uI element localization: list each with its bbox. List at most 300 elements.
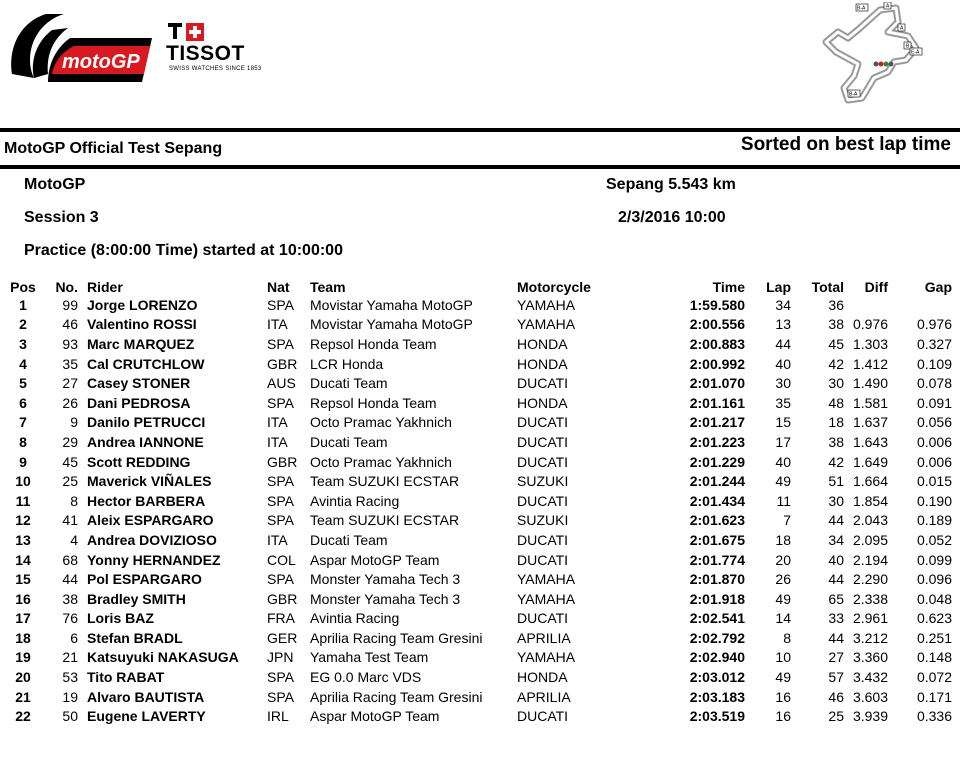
cell-gap: 0.015 — [916, 473, 952, 490]
table-row — [0, 609, 960, 629]
cell-team: Avintia Racing — [310, 492, 400, 509]
table-row — [0, 550, 960, 570]
cell-gap: 0.251 — [916, 629, 952, 646]
cell-pos: 12 — [15, 512, 31, 529]
cell-nationality: GBR — [267, 590, 298, 607]
cell-total: 65 — [828, 590, 844, 607]
cell-motorcycle: SUZUKI — [517, 473, 569, 490]
cell-time: 2:03.519 — [689, 708, 745, 725]
cell-nationality: ITA — [267, 316, 288, 333]
cell-motorcycle: DUCATI — [517, 375, 569, 392]
cell-rider: Eugene LAVERTY — [87, 708, 206, 725]
cell-time: 1:59.580 — [689, 296, 745, 313]
cell-pos: 6 — [19, 394, 27, 411]
cell-motorcycle: DUCATI — [517, 610, 569, 627]
table-row — [0, 706, 960, 726]
cell-gap — [896, 295, 960, 315]
cell-team: Avintia Racing — [310, 610, 400, 627]
cell-time: 2:02.541 — [689, 610, 745, 627]
cell-motorcycle: YAMAHA — [517, 590, 576, 607]
cell-lap: 34 — [775, 296, 791, 313]
cell-total: 46 — [828, 688, 844, 705]
tissot-name: TISSOT — [166, 42, 245, 65]
cell-lap: 40 — [775, 355, 791, 372]
cell-time: 2:01.161 — [689, 394, 745, 411]
cell-time: 2:01.229 — [689, 453, 745, 470]
table-row — [0, 648, 960, 668]
cell-time: 2:01.870 — [689, 571, 745, 588]
cell-team: Aprilia Racing Team Gresini — [310, 688, 483, 705]
cell-time: 2:03.183 — [689, 688, 745, 705]
cell-number: 41 — [62, 512, 78, 529]
circuit-name: Sepang 5.543 km — [606, 176, 736, 193]
cell-rider: Hector BARBERA — [87, 492, 206, 509]
col-time: Time — [712, 278, 745, 295]
cell-pos: 13 — [15, 531, 31, 548]
cell-motorcycle: DUCATI — [517, 551, 569, 568]
cell-total: 45 — [828, 335, 844, 352]
cell-time: 2:03.012 — [689, 669, 745, 686]
cell-team: Octo Pramac Yakhnich — [310, 414, 452, 431]
cell-gap: 0.048 — [916, 590, 952, 607]
cell-total: 36 — [828, 296, 844, 313]
cell-motorcycle: DUCATI — [517, 708, 569, 725]
table-row — [0, 530, 960, 550]
cell-rider: Bradley SMITH — [87, 590, 186, 607]
cell-time: 2:01.623 — [689, 512, 745, 529]
cell-rider: Stefan BRADL — [87, 629, 183, 646]
table-row — [0, 569, 960, 589]
cell-pos: 4 — [19, 355, 27, 372]
cell-pos: 22 — [15, 708, 31, 725]
cell-gap: 0.078 — [916, 375, 952, 392]
cell-lap: 11 — [776, 492, 791, 509]
cell-pos: 9 — [19, 453, 27, 470]
col-team: Team — [310, 278, 346, 295]
cell-gap: 0.327 — [916, 335, 952, 352]
cell-lap: 49 — [775, 590, 791, 607]
cell-total: 30 — [828, 492, 844, 509]
cell-nationality: COL — [267, 551, 296, 568]
cell-number: 19 — [62, 688, 78, 705]
col-no: No. — [55, 278, 78, 295]
header-rule — [0, 128, 960, 132]
cell-total: 51 — [828, 473, 844, 490]
cell-lap: 7 — [783, 512, 791, 529]
cell-rider: Valentino ROSSI — [87, 316, 197, 333]
cell-lap: 8 — [783, 629, 791, 646]
cell-gap: 0.109 — [916, 355, 952, 372]
table-row — [0, 295, 960, 315]
cell-motorcycle: DUCATI — [517, 433, 569, 450]
cell-diff: 2.961 — [852, 610, 888, 627]
cell-total: 33 — [828, 610, 844, 627]
cell-number: 9 — [70, 414, 78, 431]
cell-time: 2:02.940 — [689, 649, 745, 666]
cell-number: 4 — [70, 531, 78, 548]
cell-time: 2:01.244 — [689, 473, 745, 490]
col-motorcycle: Motorcycle — [517, 278, 591, 295]
table-row — [0, 667, 960, 687]
cell-diff: 3.360 — [852, 649, 888, 666]
cell-motorcycle: DUCATI — [517, 453, 569, 470]
col-pos: Pos — [10, 278, 36, 295]
cell-rider: Yonny HERNANDEZ — [87, 551, 221, 568]
cell-time: 2:01.223 — [689, 433, 745, 450]
cell-number: 27 — [62, 375, 78, 392]
cell-number: 93 — [62, 335, 78, 352]
cell-number: 38 — [62, 590, 78, 607]
cell-gap: 0.190 — [916, 492, 952, 509]
cell-nationality: SPA — [267, 296, 294, 313]
cell-nationality: ITA — [267, 433, 288, 450]
cell-time: 2:01.918 — [689, 590, 745, 607]
cell-diff: 0.976 — [852, 316, 888, 333]
cell-rider: Scott REDDING — [87, 453, 191, 470]
cell-diff: 1.854 — [852, 492, 888, 509]
cell-team: Movistar Yamaha MotoGP — [310, 296, 473, 313]
cell-total: 34 — [828, 531, 844, 548]
col-gap: Gap — [924, 278, 952, 295]
cell-number: 46 — [62, 316, 78, 333]
cell-total: 42 — [828, 355, 844, 372]
cell-motorcycle: APRILIA — [517, 629, 571, 646]
tissot-tagline: SWISS WATCHES SINCE 1853 — [169, 66, 262, 72]
cell-gap: 0.091 — [916, 394, 952, 411]
cell-rider: Andrea IANNONE — [87, 433, 204, 450]
cell-nationality: JPN — [267, 649, 294, 666]
cell-rider: Alvaro BAUTISTA — [87, 688, 205, 705]
cell-gap: 0.623 — [916, 610, 952, 627]
cell-diff: 3.212 — [852, 629, 888, 646]
cell-motorcycle: DUCATI — [517, 531, 569, 548]
col-nat: Nat — [267, 278, 290, 295]
cell-diff: 1.490 — [852, 375, 888, 392]
cell-team: EG 0.0 Marc VDS — [310, 669, 422, 686]
col-total: Total — [811, 278, 844, 295]
cell-diff: 1.303 — [852, 335, 888, 352]
table-row — [0, 334, 960, 354]
cell-diff: 1.664 — [852, 473, 888, 490]
session-date: 2/3/2016 10:00 — [618, 209, 726, 226]
track-label: A — [886, 3, 890, 10]
cell-diff: 3.939 — [852, 708, 888, 725]
cell-rider: Casey STONER — [87, 375, 191, 392]
table-row — [0, 491, 960, 511]
cell-total: 40 — [828, 551, 844, 568]
cell-motorcycle: HONDA — [517, 355, 568, 372]
track-label: A — [900, 25, 904, 32]
cell-number: 21 — [62, 649, 78, 666]
cell-team: Ducati Team — [310, 433, 388, 450]
cell-motorcycle: APRILIA — [517, 688, 571, 705]
cell-nationality: SPA — [267, 571, 294, 588]
cell-number: 26 — [62, 394, 78, 411]
cell-diff: 1.581 — [852, 394, 888, 411]
cell-gap: 0.171 — [916, 688, 952, 705]
cell-diff: 3.432 — [852, 669, 888, 686]
cell-pos: 7 — [19, 414, 27, 431]
cell-motorcycle: YAMAHA — [517, 571, 576, 588]
cell-gap: 0.052 — [916, 531, 952, 548]
cell-motorcycle: YAMAHA — [517, 649, 576, 666]
cell-diff: 2.095 — [852, 531, 888, 548]
cell-gap: 0.189 — [916, 512, 952, 529]
cell-motorcycle: YAMAHA — [517, 316, 576, 333]
table-row — [0, 589, 960, 609]
cell-nationality: SPA — [267, 669, 294, 686]
cell-pos: 8 — [19, 433, 27, 450]
cell-number: 44 — [62, 571, 78, 588]
table-row — [0, 471, 960, 491]
cell-lap: 40 — [775, 453, 791, 470]
cell-lap: 18 — [775, 531, 791, 548]
cell-time: 2:00.883 — [689, 335, 745, 352]
cell-pos: 18 — [15, 629, 31, 646]
cell-gap: 0.056 — [916, 414, 952, 431]
table-row — [0, 315, 960, 335]
cell-rider: Aleix ESPARGARO — [87, 512, 214, 529]
cell-gap: 0.976 — [916, 316, 952, 333]
cell-lap: 30 — [775, 375, 791, 392]
cell-pos: 21 — [15, 688, 31, 705]
cell-gap: 0.099 — [916, 551, 952, 568]
cell-total: 48 — [828, 394, 844, 411]
cell-motorcycle: HONDA — [517, 335, 568, 352]
cell-gap: 0.006 — [916, 433, 952, 450]
cell-pos: 20 — [15, 669, 31, 686]
cell-total: 18 — [828, 414, 844, 431]
table-row — [0, 432, 960, 452]
cell-diff: 3.603 — [852, 688, 888, 705]
table-header — [0, 278, 960, 295]
cell-rider: Tito RABAT — [87, 669, 165, 686]
cell-team: LCR Honda — [310, 355, 384, 372]
cell-lap: 10 — [775, 649, 791, 666]
motogp-logo — [6, 8, 156, 88]
cell-nationality: GBR — [267, 453, 298, 470]
session-name: Session 3 — [24, 209, 99, 226]
cell-total: 30 — [828, 375, 844, 392]
cell-nationality: GER — [267, 629, 298, 646]
cell-team: Team SUZUKI ECSTAR — [310, 473, 460, 490]
cell-motorcycle: HONDA — [517, 394, 568, 411]
cell-number: 45 — [62, 453, 78, 470]
cell-number: 29 — [62, 433, 78, 450]
cell-team: Yamaha Test Team — [310, 649, 429, 666]
cell-time: 2:01.774 — [689, 551, 745, 568]
col-rider: Rider — [87, 278, 123, 295]
cell-total: 38 — [828, 316, 844, 333]
cell-motorcycle: DUCATI — [517, 492, 569, 509]
tissot-cross-icon — [168, 22, 208, 42]
table-row — [0, 413, 960, 433]
cell-team: Monster Yamaha Tech 3 — [310, 590, 461, 607]
cell-pos: 19 — [15, 649, 31, 666]
header-rule — [0, 165, 960, 169]
results-table — [0, 278, 960, 726]
cell-nationality: FRA — [267, 610, 295, 627]
cell-motorcycle: DUCATI — [517, 414, 569, 431]
table-row — [0, 452, 960, 472]
cell-rider: Maverick VIÑALES — [87, 473, 212, 490]
cell-number: 6 — [70, 629, 78, 646]
cell-diff: 1.412 — [852, 355, 888, 372]
cell-nationality: ITA — [267, 414, 288, 431]
cell-rider: Dani PEDROSA — [87, 394, 191, 411]
cell-lap: 15 — [775, 414, 791, 431]
cell-lap: 26 — [775, 571, 791, 588]
cell-nationality: SPA — [267, 512, 294, 529]
track-label: E-A — [911, 49, 920, 56]
cell-nationality: SPA — [267, 335, 294, 352]
cell-rider: Danilo PETRUCCI — [87, 414, 206, 431]
cell-rider: Jorge LORENZO — [87, 296, 198, 313]
col-diff: Diff — [864, 278, 888, 295]
cell-nationality: SPA — [267, 492, 294, 509]
cell-team: Aprilia Racing Team Gresini — [310, 629, 483, 646]
cell-nationality: IRL — [267, 708, 289, 725]
cell-nationality: ITA — [267, 531, 288, 548]
cell-nationality: SPA — [267, 473, 294, 490]
cell-team: Aspar MotoGP Team — [310, 551, 440, 568]
cell-total: 25 — [828, 708, 844, 725]
track-label: B-A — [857, 5, 866, 12]
cell-motorcycle: HONDA — [517, 669, 568, 686]
cell-diff: 2.338 — [852, 590, 888, 607]
cell-lap: 17 — [775, 433, 791, 450]
cell-pos: 14 — [15, 551, 31, 568]
results-body — [0, 295, 960, 726]
table-row — [0, 628, 960, 648]
cell-time: 2:01.217 — [689, 414, 745, 431]
cell-nationality: SPA — [267, 394, 294, 411]
cell-pos: 16 — [15, 590, 31, 607]
sort-label: Sorted on best lap time — [740, 134, 951, 155]
cell-lap: 13 — [775, 316, 791, 333]
cell-rider: Cal CRUTCHLOW — [87, 355, 205, 372]
cell-rider: Loris BAZ — [87, 610, 154, 627]
tissot-logo — [166, 22, 266, 74]
cell-gap: 0.336 — [916, 708, 952, 725]
cell-gap: 0.006 — [916, 453, 952, 470]
cell-time: 2:01.675 — [689, 531, 745, 548]
cell-lap: 49 — [775, 473, 791, 490]
cell-time: 2:00.556 — [689, 316, 745, 333]
table-row — [0, 393, 960, 413]
cell-team: Aspar MotoGP Team — [310, 708, 440, 725]
cell-pos: 11 — [15, 492, 31, 509]
cell-lap: 16 — [775, 688, 791, 705]
cell-diff: 2.194 — [852, 551, 888, 568]
cell-time: 2:02.792 — [689, 629, 745, 646]
cell-team: Ducati Team — [310, 375, 388, 392]
cell-number: 99 — [62, 296, 78, 313]
event-title: MotoGP Official Test Sepang — [4, 140, 223, 157]
cell-time: 2:01.434 — [689, 492, 745, 509]
cell-number: 53 — [62, 669, 78, 686]
cell-gap: 0.072 — [916, 669, 952, 686]
cell-team: Ducati Team — [310, 531, 388, 548]
cell-pos: 3 — [19, 335, 27, 352]
cell-motorcycle: SUZUKI — [517, 512, 569, 529]
table-row — [0, 687, 960, 707]
cell-pos: 5 — [19, 375, 27, 392]
cell-team: Octo Pramac Yakhnich — [310, 453, 452, 470]
cell-team: Team SUZUKI ECSTAR — [310, 512, 460, 529]
practice-info: Practice (8:00:00 Time) started at 10:00:00 — [24, 242, 343, 259]
cell-lap: 20 — [775, 551, 791, 568]
cell-total: 57 — [828, 669, 844, 686]
cell-nationality: SPA — [267, 688, 294, 705]
table-row — [0, 511, 960, 531]
table-row — [0, 354, 960, 374]
cell-total: 38 — [828, 433, 844, 450]
cell-total: 27 — [828, 649, 844, 666]
cell-number: 35 — [62, 355, 78, 372]
cell-diff: 1.643 — [852, 433, 888, 450]
cell-lap: 44 — [775, 335, 791, 352]
cell-number: 68 — [62, 551, 78, 568]
cell-pos: 2 — [19, 316, 27, 333]
cell-rider: Marc MARQUEZ — [87, 335, 195, 352]
cell-diff — [848, 295, 896, 315]
cell-number: 25 — [62, 473, 78, 490]
cell-pos: 10 — [15, 473, 31, 490]
cell-number: 76 — [62, 610, 78, 627]
cell-time: 2:01.070 — [689, 375, 745, 392]
cell-rider: Pol ESPARGARO — [87, 571, 202, 588]
cell-motorcycle: YAMAHA — [517, 296, 576, 313]
table-row — [0, 373, 960, 393]
cell-lap: 14 — [775, 610, 791, 627]
cell-total: 42 — [828, 453, 844, 470]
cell-time: 2:00.992 — [689, 355, 745, 372]
cell-nationality: AUS — [267, 375, 296, 392]
sepang-track-map — [818, 2, 938, 110]
col-lap: Lap — [766, 278, 791, 295]
cell-pos: 15 — [15, 571, 31, 588]
cell-team: Movistar Yamaha MotoGP — [310, 316, 473, 333]
cell-diff: 1.637 — [852, 414, 888, 431]
cell-rider: Katsuyuki NAKASUGA — [87, 649, 239, 666]
cell-number: 50 — [62, 708, 78, 725]
cell-lap: 16 — [775, 708, 791, 725]
cell-number: 8 — [70, 492, 78, 509]
cell-pos: 1 — [19, 296, 27, 313]
cell-gap: 0.096 — [916, 571, 952, 588]
motogp-logo-text: motoGP — [62, 51, 140, 73]
cell-gap: 0.148 — [916, 649, 952, 666]
cell-team: Monster Yamaha Tech 3 — [310, 571, 461, 588]
track-label: B-A — [849, 91, 858, 98]
cell-rider: Andrea DOVIZIOSO — [87, 531, 217, 548]
cell-pos: 17 — [15, 610, 31, 627]
cell-team: Repsol Honda Team — [310, 394, 437, 411]
cell-total: 44 — [828, 629, 844, 646]
class-name: MotoGP — [24, 176, 86, 193]
cell-lap: 49 — [775, 669, 791, 686]
track-label: B — [906, 43, 910, 50]
cell-diff: 1.649 — [852, 453, 888, 470]
cell-team: Repsol Honda Team — [310, 335, 437, 352]
cell-total: 44 — [828, 571, 844, 588]
cell-total: 44 — [828, 512, 844, 529]
cell-nationality: GBR — [267, 355, 298, 372]
cell-lap: 35 — [775, 394, 791, 411]
cell-diff: 2.290 — [852, 571, 888, 588]
cell-diff: 2.043 — [852, 512, 888, 529]
